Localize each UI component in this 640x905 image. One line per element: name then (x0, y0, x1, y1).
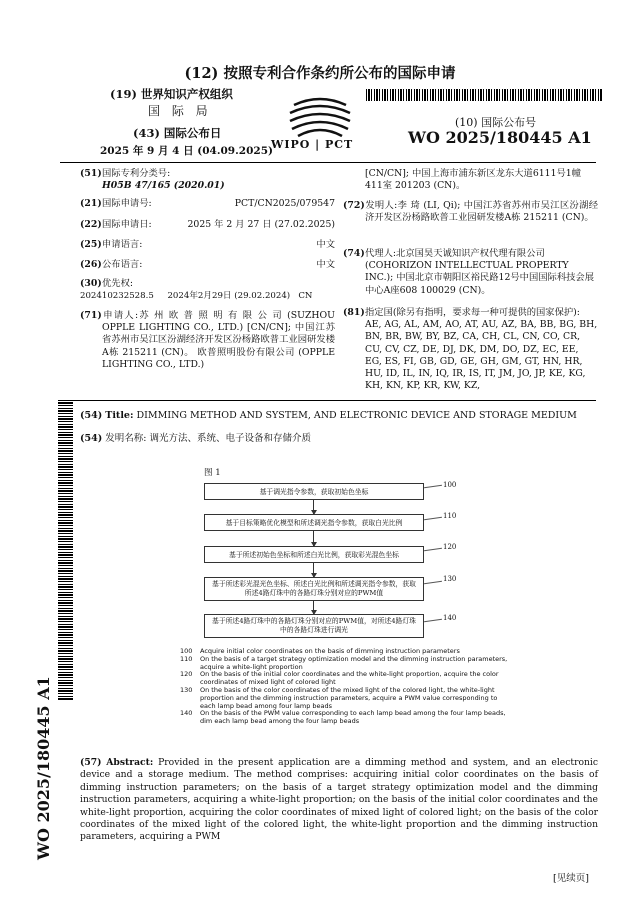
field-applicant-cont: [CN/CN]; 中国上海市浦东新区龙东大道6111号1幢411室 201203 (CN)。 (365, 168, 581, 192)
legend-row: 110 On the basis of a target strategy optimization model and the dimming instruction parameters, acquire a white-light proportion (180, 654, 508, 671)
step-number: 120 (443, 543, 457, 551)
field-app-no: (21)国际申请号: PCT/CN2025/079547 (80, 198, 335, 209)
field-inventor: (72)发明人:李 琦 (LI, Qi); 中国江苏省苏州市吴江区汾湖经济开发区汾杨路欧普工业园研发楼A栋 215211 (CN)。 (343, 200, 598, 224)
org-name: 世界知识产权组织 (140, 87, 233, 101)
field-app-date: (22)国际申请日: 2025 年 2 月 27 日 (27.02.2025) (80, 219, 335, 230)
field-filing-lang: (25)申请语言: 中文 (80, 239, 335, 250)
leader-line (424, 485, 442, 488)
legend-row: 130 On the basis of the color coordinates of the mixed light of the colored light, the white-light proportion and the dimming instruction parameters, acquire a PWM value corresponding to each lamp bead among four lamp beads (180, 685, 498, 710)
flow-arrow (313, 563, 314, 577)
org-subname: 国 际 局 (148, 104, 212, 118)
flow-step-100: 基于调光指令参数，获取初始色坐标 (204, 483, 424, 500)
document-title: (12) 按照专利合作条约所公布的国际申请 (184, 65, 456, 82)
flow-step-140: 基于所述4路灯珠中的各路灯珠分别对应的PWM值，对所述4路灯珠中的各路灯珠进行调光 (204, 614, 424, 638)
leader-line (424, 517, 442, 520)
header-divider (60, 162, 596, 163)
figure-legend (180, 648, 510, 726)
legend-row: 100 Acquire initial color coordinates on the basis of dimming instruction parameters (180, 647, 460, 655)
figure-label: 图 1 (204, 468, 221, 478)
legend-row: 120 On the basis of the initial color coordinates and the white-light proportion, acquire the color coordinates of mixed light of colored light (180, 670, 499, 687)
continued-note: [见续页] (553, 873, 589, 884)
field-ipc: (51)国际专利分类号: H05B 47/165 (2020.01) (80, 168, 225, 192)
org-block (110, 86, 233, 119)
title-en: (54) Title: DIMMING METHOD AND SYSTEM, AND ELECTRONIC DEVICE AND STORAGE MEDIUM (80, 410, 577, 421)
leader-line (424, 619, 442, 622)
pubdate-label: (43) 国际公布日 (133, 126, 222, 140)
leader-line (424, 548, 442, 551)
fields-divider (60, 400, 596, 401)
barcode-icon (366, 89, 602, 101)
org-code: (19) (110, 87, 137, 101)
flow-step-130: 基于所述彩光混光色坐标、所述白光比例和所述调光指令参数，获取所述4路灯珠中的各路灯珠分别对应的PWM值 (204, 577, 424, 601)
flow-step-110: 基于目标策略优化模型和所述调光指令参数，获取白光比例 (204, 514, 424, 531)
step-number: 140 (443, 614, 457, 622)
field-pub-lang: (26)公布语言: 中文 (80, 259, 335, 270)
flow-arrow (313, 531, 314, 546)
step-number: 130 (443, 575, 457, 583)
field-priority: (30)优先权: 202410232528.5 2024年2月29日 (29.02.2024) CN (80, 278, 313, 302)
field-applicant: (71)申请人:苏 州 欧 普 照 明 有 限 公 司 (SUZHOU OPPLE LIGHTING CO., LTD.) [CN/CN]; 中国江苏省苏州市吴江区汾湖经济开发区汾杨路欧普工业园研发楼A栋 215211 (CN)。 欧普照明股份有限公司 (OPPLE LIGHTING CO., LTD.) (80, 310, 335, 370)
flow-arrow (313, 601, 314, 614)
flow-arrow (313, 500, 314, 514)
wipo-logo-text: WIPO | PCT (271, 138, 354, 151)
pubno: WO 2025/180445 A1 (408, 128, 592, 147)
pubdate: 2025 年 9 月 4 日 (04.09.2025) (100, 145, 273, 157)
legend-row: 140 On the basis of the PWM value corresponding to each lamp bead among the four lamp beads, dim each lamp bead among the four lamp beads (180, 709, 506, 726)
field-designated-states: (81)指定国(除另有指明，要求每一种可提供的国家保护): AE, AG, AL, AM, AO, AT, AU, AZ, BA, BB, BG, BH, BN, BR, BW, BY, BZ, CA, CH, CL, CN, CO, CR, CU, CV, CZ, DE, DJ, DK, DM, DO, DZ, EC, EE, EG, ES, FI, GB, GD, GE, GH, GM, GT, HN, HR, HU, ID, IL, IN, IQ, IR, IS, IT, JM, JO, JP, KE, KG, KH, KN, KP, KR, KW, KZ, (343, 307, 598, 392)
abstract: (57) Abstract: Provided in the present application are a dimming method and system, and an electronic device and a storage medium. The method comprises: acquiring initial color coordinates on the basis of dimming instruction parameters; on the basis of a target strategy optimization model and the dimming instruction parameters, acquiring a white-light proportion; on the basis of the initial color coordinates and the white-light proportion, acquiring the color coordinates of mixed light of colored light; on the basis of the color coordinates of the mixed light of the colored light, the white-light proportion and the dimming instruction parameters, acquiring a PWM (80, 757, 599, 843)
pubno-label: (10) 国际公布号 (455, 116, 537, 129)
side-pubno: WO 2025/180445 A1 (34, 676, 53, 860)
side-barcode-icon (58, 400, 73, 700)
field-agent: (74)代理人:北京国昊天诚知识产权代理有限公司 (COHORIZON INTELLECTUAL PROPERTY INC.); 中国北京市朝阳区裕民路12号中国国际科技会展中心A座608 100029 (CN)。 (343, 248, 595, 296)
flow-step-120: 基于所述初始色坐标和所述白光比例，获取彩光混色坐标 (204, 546, 424, 563)
step-number: 100 (443, 481, 457, 489)
leader-line (424, 581, 442, 584)
step-number: 110 (443, 512, 457, 520)
title-zh: (54) 发明名称: 调光方法、系统、电子设备和存储介质 (80, 433, 311, 444)
